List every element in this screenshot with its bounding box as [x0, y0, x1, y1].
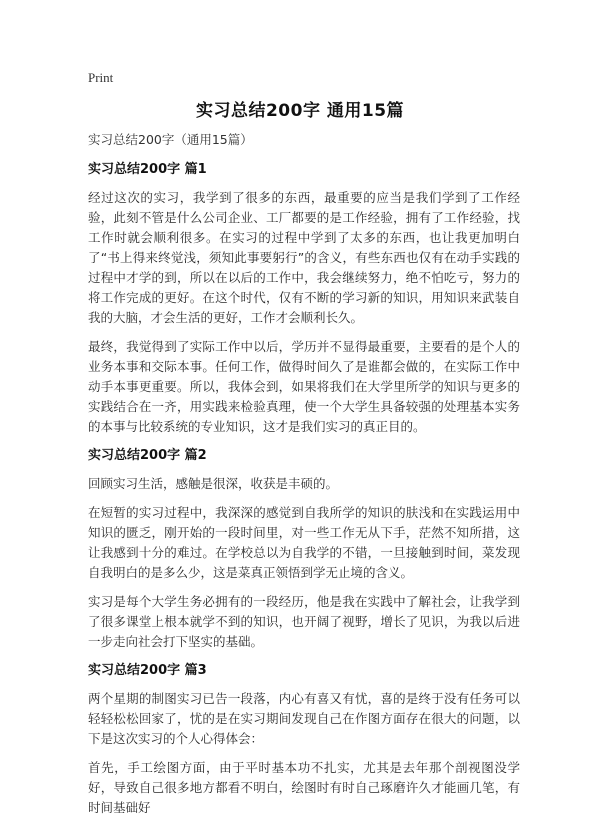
section-1 — [88, 160, 520, 437]
section-3 — [88, 661, 520, 818]
print-label[interactable]: Print — [88, 70, 114, 85]
section-2 — [88, 446, 520, 652]
paragraph: 最终，我觉得到了实际工作中以后，学历并不显得最重要，主要看的是个人的业务本事和交际本事。任何工作，做得时间久了是谁都会做的，在实际工作中动手本事更重要。所以，我体会到，如果将我们在大学里所学的知识与更多的实践结合在一齐，用实践来检验真理，使一个大学生具备较强的处理基本实务的本事与比较系统的专业知识，这才是我们实习的真正目的。 — [88, 339, 520, 434]
section-heading: 实习总结200字 篇2 — [88, 448, 207, 463]
document-body — [88, 130, 520, 827]
paragraph: 经过这次的实习，我学到了很多的东西，最重要的应当是我们学到了工作经验，此刻不管是什么公司企业、工厂都要的是工作经验，拥有了工作经验，找工作时就会顺利很多。在实习的过程中学到了太多的东西，也让我更加明白了“书上得来终觉浅，须知此事要躬行”的含义，有些东西也仅有在动手实践的过程中才学的到，所以在以后的工作中，我会继续努力，绝不怕吃亏，努力的将工作完成的更好。在这个时代，仅有不断的学习新的知识，用知识来武装自我的大脑，才会生活的更好，工作才会顺利长久。 — [88, 190, 520, 325]
document-subtitle: 实习总结200字（通用15篇） — [88, 132, 253, 147]
page-title: 实习总结200字 通用15篇 — [195, 101, 405, 121]
paragraph: 实习是每个大学生务必拥有的一段经历，他是我在实践中了解社会，让我学到了很多课堂上根本就学不到的知识，也开阔了视野，增长了见识，为我以后进一步走向社会打下坚实的基础。 — [88, 594, 520, 649]
paragraph: 回顾实习生活，感触是很深，收获是丰硕的。 — [88, 476, 339, 491]
paragraph: 首先，手工绘图方面，由于平时基本功不扎实，尤其是去年那个剖视图没学好，导致自己很多地方都看不明白，绘图时有时自己琢磨许久才能画几笔，有时间基础好 — [88, 760, 520, 815]
paragraph: 两个星期的制图实习已告一段落，内心有喜又有忧，喜的是终于没有任务可以轻轻松松回家了，忧的是在实习期间发现自己在作图方面存在很大的问题，以下是这次实习的个人心得体会： — [88, 691, 520, 746]
section-heading: 实习总结200字 篇1 — [88, 162, 207, 177]
paragraph: 在短暂的实习过程中，我深深的感觉到自我所学的知识的肤浅和在实践运用中知识的匮乏，刚开始的一段时间里，对一些工作无从下手，茫然不知所措，这让我感到十分的难过。在学校总以为自我学的不错，一旦接触到时间，菜发现自我明白的是多么少，这是菜真正领悟到学无止境的含义。 — [88, 505, 520, 580]
section-heading: 实习总结200字 篇3 — [88, 663, 207, 678]
